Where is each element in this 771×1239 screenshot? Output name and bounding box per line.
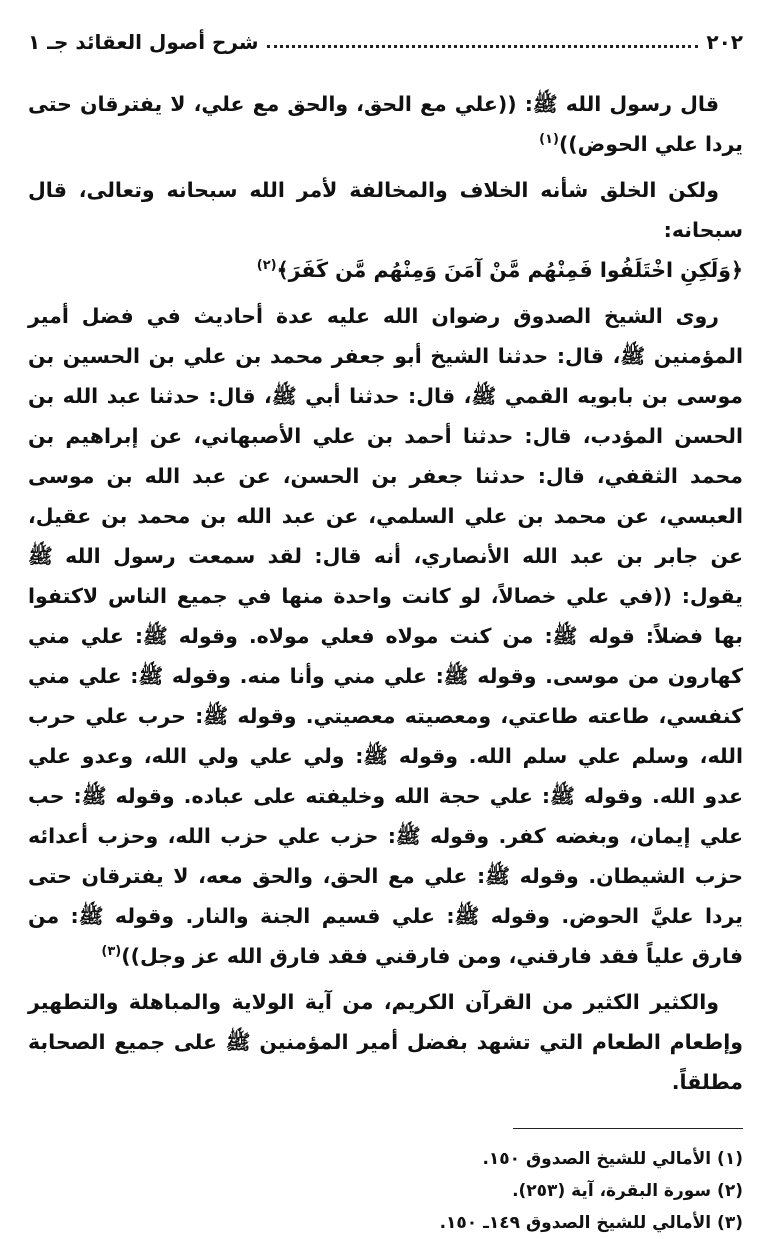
quran-verse: ﴿وَلَكِنِ اخْتَلَفُوا فَمِنْهُم مَّنْ آمَنَ وَمِنْهُم مَّن كَفَرَ﴾ <box>276 258 743 282</box>
footnote-3: (٣) الأمالي للشيخ الصدوق ١٤٩ـ ١٥٠. <box>439 1213 743 1233</box>
running-header <box>28 22 743 62</box>
paragraph-text: والكثير الكثير من القرآن الكريم، من آية الولاية والمباهلة والتطهير وإطعام الطعام التي تشهد بفضل أمير المؤمنين ﷺ على جميع الصحابة مطلقاً. <box>28 990 743 1094</box>
footnote-1: (١) الأمالي للشيخ الصدوق ١٥٠. <box>482 1149 743 1169</box>
paragraph-quran-virtues <box>28 982 743 1102</box>
book-title: شرح أصول العقائد جـ ١ <box>28 30 259 54</box>
paragraph-saduq-narration <box>28 296 743 976</box>
paragraph-text: ولكن الخلق شأنه الخلاف والمخالفة لأمر الله سبحانه وتعالى، قال سبحانه: <box>28 178 743 242</box>
book-page <box>28 22 743 1233</box>
footnote-separator <box>513 1128 743 1129</box>
footnotes <box>28 1143 743 1239</box>
header-dot-leader <box>267 45 699 48</box>
footnote-ref: (٣) <box>101 944 122 960</box>
paragraph-text: روى الشيخ الصدوق رضوان الله عليه عدة أحاديث في فضل أمير المؤمنين ﷺ، قال: حدثنا الشيخ أبو جعفر محمد بن علي بن الحسين بن موسى بن بابويه القمي ﷺ، قال: حدثنا أبي ﷺ، قال: حدثنا عبد الله بن الحسن المؤدب، قال: حدثنا أحمد بن علي الأصبهاني، عن إبراهيم بن محمد الثقفي، قال: حدثنا جعفر بن الحسن، عن عبد الله بن موسى العبسي، عن محمد بن علي السلمي، عن عبد الله بن محمد بن عقيل، عن جابر بن عبد الله الأنصاري، أنه قال: لقد سمعت رسول الله ﷺ يقول: ((في علي خصالاً، لو كانت واحدة منها في جميع الناس لاكتفوا بها فضلاً: قوله ﷺ: من كنت مولاه فعلي مولاه. وقوله ﷺ: علي مني كهارون من موسى. وقوله ﷺ: علي مني وأنا منه. وقوله ﷺ: علي مني كنفسي، طاعته طاعتي، ومعصيته معصيتي. وقوله ﷺ: حرب علي حرب الله، وسلم علي سلم الله. وقوله ﷺ: ولي علي ولي الله، وعدو علي عدو الله. وقوله ﷺ: علي حجة الله وخليفته على عباده. وقوله ﷺ: حب علي إيمان، وبغضه كفر. وقوله ﷺ: حزب علي حزب الله، وحزب أعدائه حزب الشيطان. وقوله ﷺ: علي مع الحق، والحق معه، لا يفترقان حتى يردا عليَّ الحوض. وقوله ﷺ: علي قسيم الجنة والنار. وقوله ﷺ: من فارق علياً فقد فارقني، ومن فارقني فقد فارق الله عز وجل)) <box>28 304 743 968</box>
paragraph-text: قال رسول الله ﷺ: ((علي مع الحق، والحق مع علي، لا يفترقان حتى يردا علي الحوض)) <box>28 92 743 156</box>
page-number: ٢٠٢ <box>706 30 743 54</box>
footnote-ref: (٢) <box>256 258 277 274</box>
footnote-ref: (١) <box>539 132 559 148</box>
footnote-2: (٢) سورة البقرة، آية (٢٥٣). <box>512 1181 743 1201</box>
body-text <box>28 84 743 1102</box>
paragraph-quran-verse <box>28 170 743 290</box>
paragraph-hadith-ali-haqq <box>28 84 743 164</box>
